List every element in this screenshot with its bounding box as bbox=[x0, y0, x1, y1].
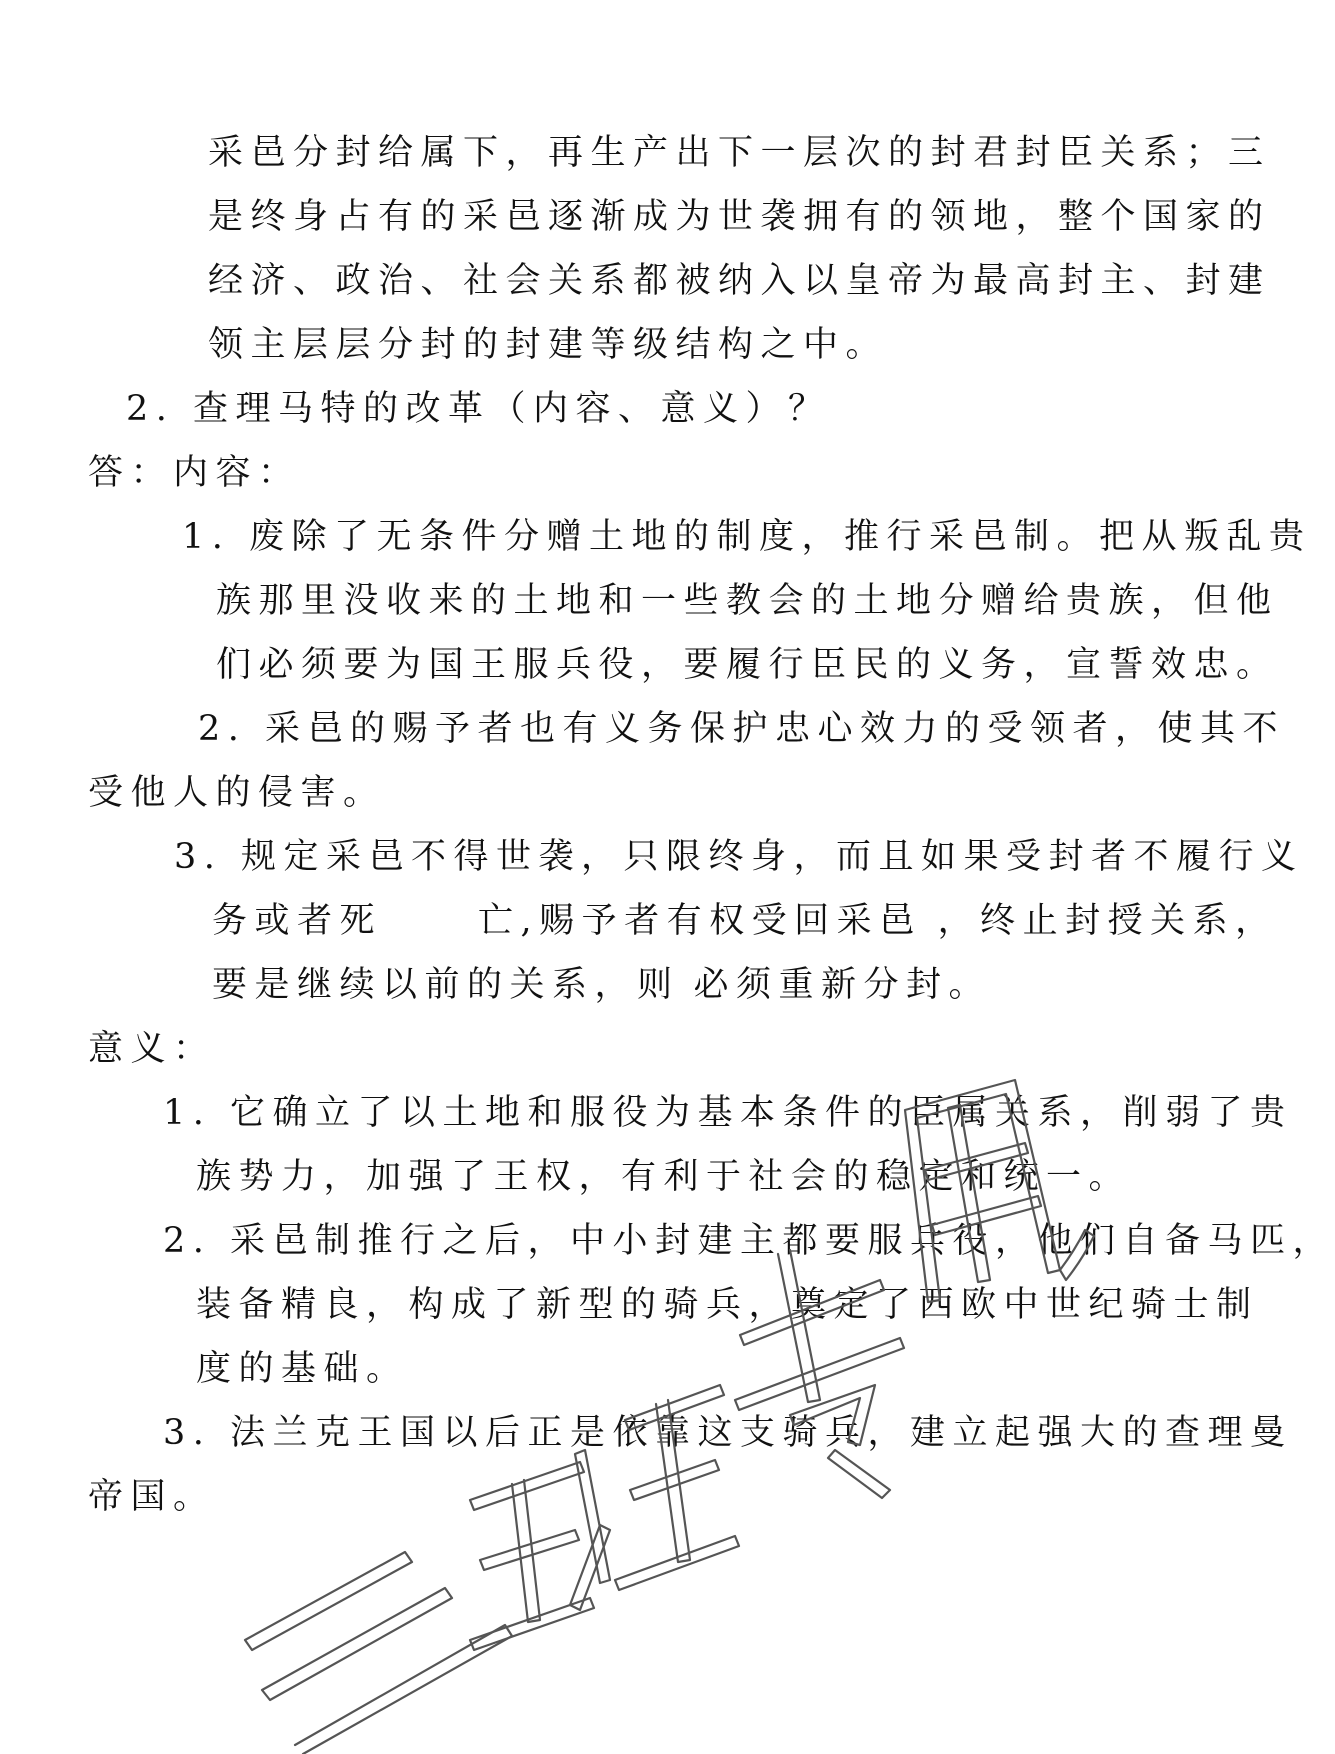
significance-item-1-line-1: 1. 它确立了以土地和服役为基本条件的臣属关系，削弱了贵 bbox=[163, 1093, 1293, 1133]
content-item-3-line-3: 要是继续以前的关系，则 必须重新分封。 bbox=[212, 965, 992, 1005]
text-line: 经济、政治、社会关系都被纳入以皇帝为最高封主、封建 bbox=[208, 261, 1271, 301]
significance-item-2-line-3: 度的基础。 bbox=[196, 1349, 409, 1389]
content-item-3-line-1: 3. 规定采邑不得世袭，只限终身，而且如果受封者不履行义 bbox=[174, 837, 1304, 877]
content-item-2-line-1: 2. 采邑的赐予者也有义务保护忠心效力的受领者，使其不 bbox=[198, 709, 1286, 749]
content-item-2-line-2: 受他人的侵害。 bbox=[88, 773, 386, 813]
significance-item-1-line-2: 族势力，加强了王权，有利于社会的稳定和统一。 bbox=[196, 1157, 1132, 1197]
content-item-1-line-2: 族那里没收来的土地和一些教会的土地分赠给贵族，但他 bbox=[216, 581, 1279, 621]
answer-label: 答：内容： bbox=[88, 453, 301, 493]
significance-item-2-line-2: 装备精良，构成了新型的骑兵，奠定了西欧中世纪骑士制 bbox=[196, 1285, 1259, 1325]
text-line: 是终身占有的采邑逐渐成为世袭拥有的领地，整个国家的 bbox=[208, 197, 1271, 237]
significance-item-3-line-2: 帝国。 bbox=[88, 1477, 216, 1517]
text-line: 领主层层分封的封建等级结构之中。 bbox=[208, 325, 889, 365]
significance-label: 意义： bbox=[88, 1029, 216, 1069]
content-item-3-line-2: 务或者死 亡,赐予者有权受回采邑 ，终止封授关系， bbox=[212, 901, 1278, 941]
content-item-1-line-3: 们必须要为国王服兵役，要履行臣民的义务，宣誓效忠。 bbox=[216, 645, 1279, 685]
text-line: 采邑分封给属下，再生产出下一层次的封君封臣关系；三 bbox=[208, 133, 1271, 173]
content-item-1-line-1: 1. 废除了无条件分赠土地的制度，推行采邑制。把从叛乱贵 bbox=[182, 517, 1312, 557]
significance-item-3-line-1: 3. 法兰克王国以后正是依靠这支骑兵，建立起强大的查理曼 bbox=[163, 1413, 1293, 1453]
question-heading: 2. 查理马特的改革（内容、意义）？ bbox=[126, 389, 831, 429]
significance-item-2-line-1: 2. 采邑制推行之后，中小封建主都要服兵役，他们自备马匹， bbox=[163, 1221, 1335, 1261]
